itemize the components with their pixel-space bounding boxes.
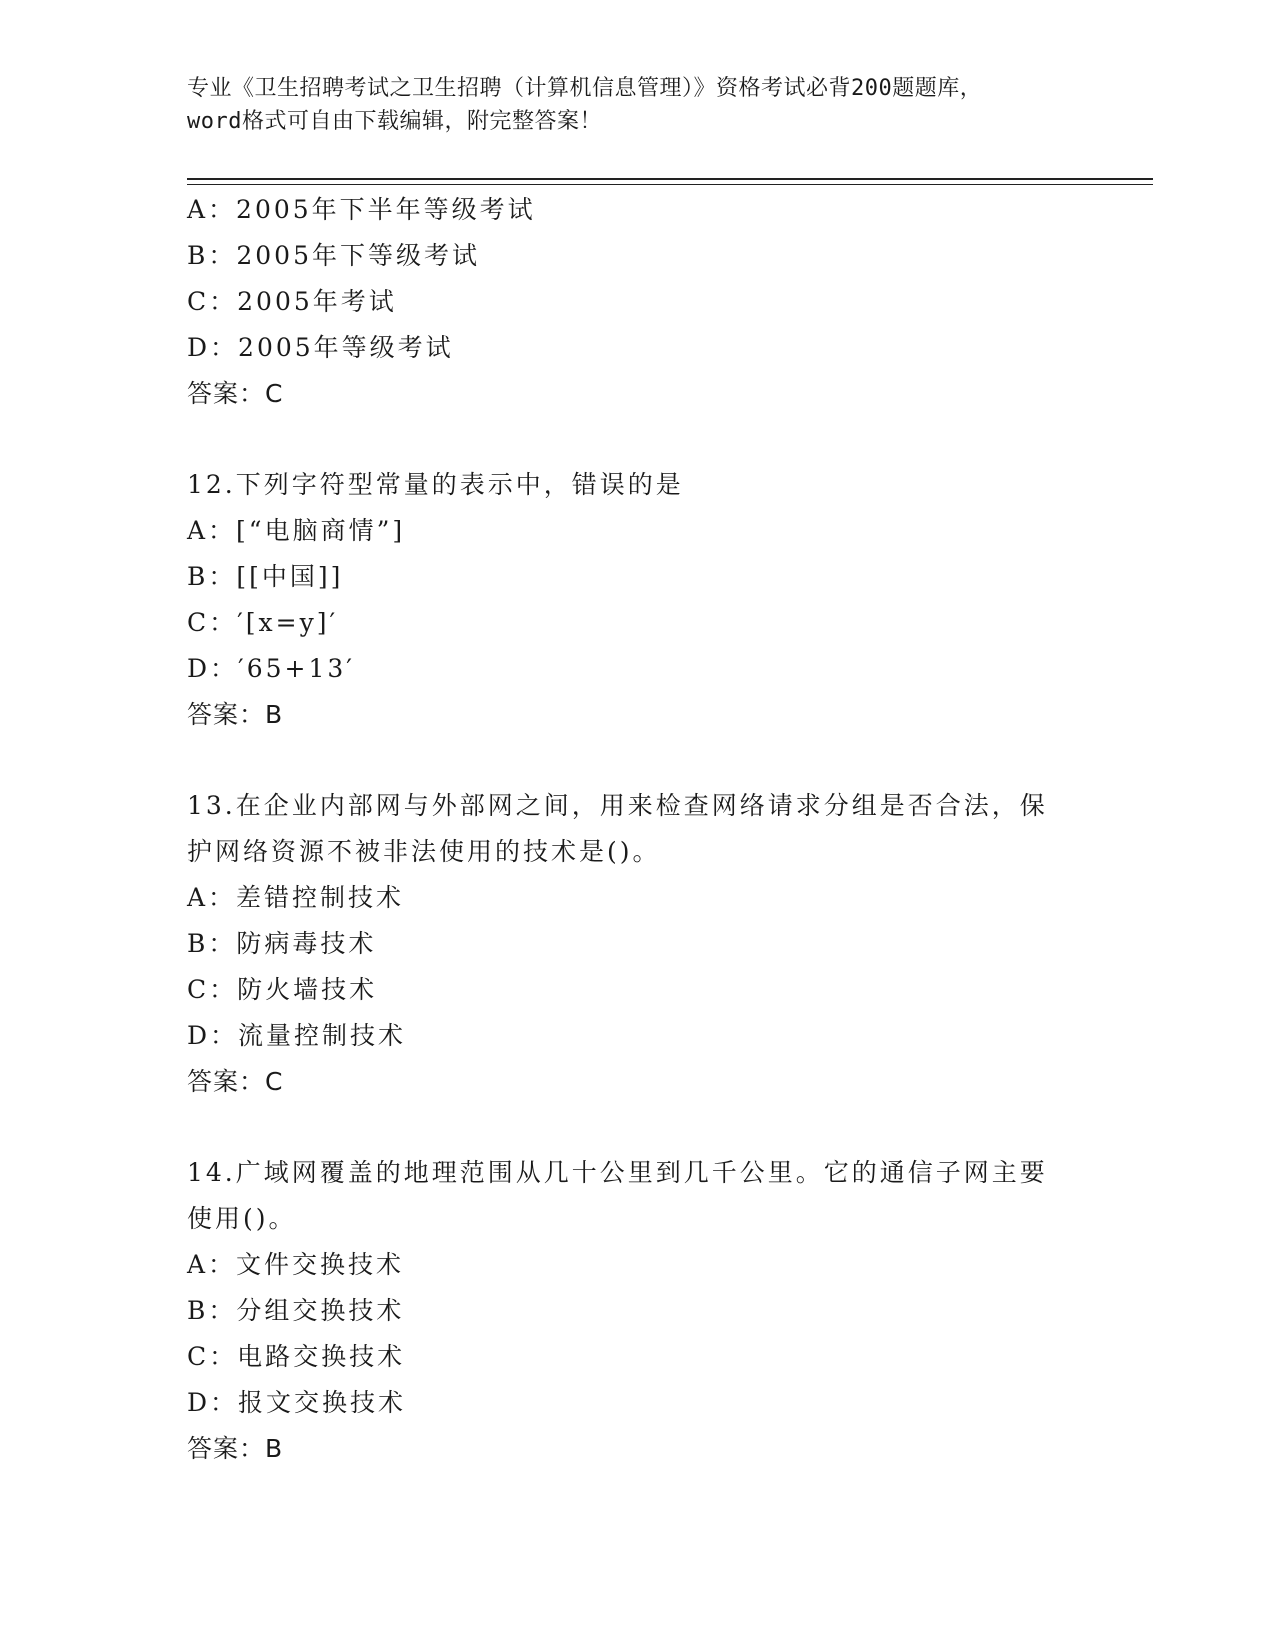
question-stem-line-2: 使用()。 <box>187 1204 297 1233</box>
answer: 答案：C <box>187 379 284 408</box>
option-c: C：防火墙技术 <box>187 975 378 1004</box>
question-stem-line-1: 14.广域网覆盖的地理范围从几十公里到几千公里。它的通信子网主要 <box>187 1158 1048 1187</box>
answer: 答案：C <box>187 1067 284 1096</box>
document-body <box>187 187 1087 1472</box>
question-12 <box>187 462 1087 738</box>
answer: 答案：B <box>187 1434 284 1463</box>
option-c: C：2005年考试 <box>187 287 397 316</box>
option-d: D：报文交换技术 <box>187 1388 407 1417</box>
header-rule-thick <box>187 178 1153 180</box>
option-a: A：2005年下半年等级考试 <box>187 195 536 224</box>
question-stem-line-2: 护网络资源不被非法使用的技术是()。 <box>187 837 661 866</box>
option-d: D：′65+13′ <box>187 654 355 683</box>
option-a: A：文件交换技术 <box>187 1250 405 1279</box>
question-14 <box>187 1150 1087 1472</box>
option-a: A：差错控制技术 <box>187 883 405 912</box>
option-c: C：电路交换技术 <box>187 1342 406 1371</box>
header-line-2: word格式可自由下载编辑，附完整答案！ <box>187 109 602 134</box>
question-stem: 12.下列字符型常量的表示中，错误的是 <box>187 470 684 499</box>
option-b: B：防病毒技术 <box>187 929 377 958</box>
option-d: D：2005年等级考试 <box>187 333 454 362</box>
option-b: B：分组交换技术 <box>187 1296 405 1325</box>
option-d: D：流量控制技术 <box>187 1021 407 1050</box>
option-b: B：[[中国]] <box>187 562 344 591</box>
answer: 答案：B <box>187 700 284 729</box>
option-b: B：2005年下等级考试 <box>187 241 480 270</box>
question-stem-line-1: 13.在企业内部网与外部网之间，用来检查网络请求分组是否合法，保 <box>187 791 1048 820</box>
question-11-partial <box>187 187 1087 417</box>
header-line-1: 专业《卫生招聘考试之卫生招聘（计算机信息管理）》资格考试必背200题题库， <box>187 76 983 101</box>
option-c: C：′[x=y]′ <box>187 608 339 637</box>
option-a: A：[“电脑商情”] <box>187 516 406 545</box>
question-13 <box>187 783 1087 1105</box>
document-header <box>187 72 1067 138</box>
header-rule-thin <box>187 184 1153 185</box>
